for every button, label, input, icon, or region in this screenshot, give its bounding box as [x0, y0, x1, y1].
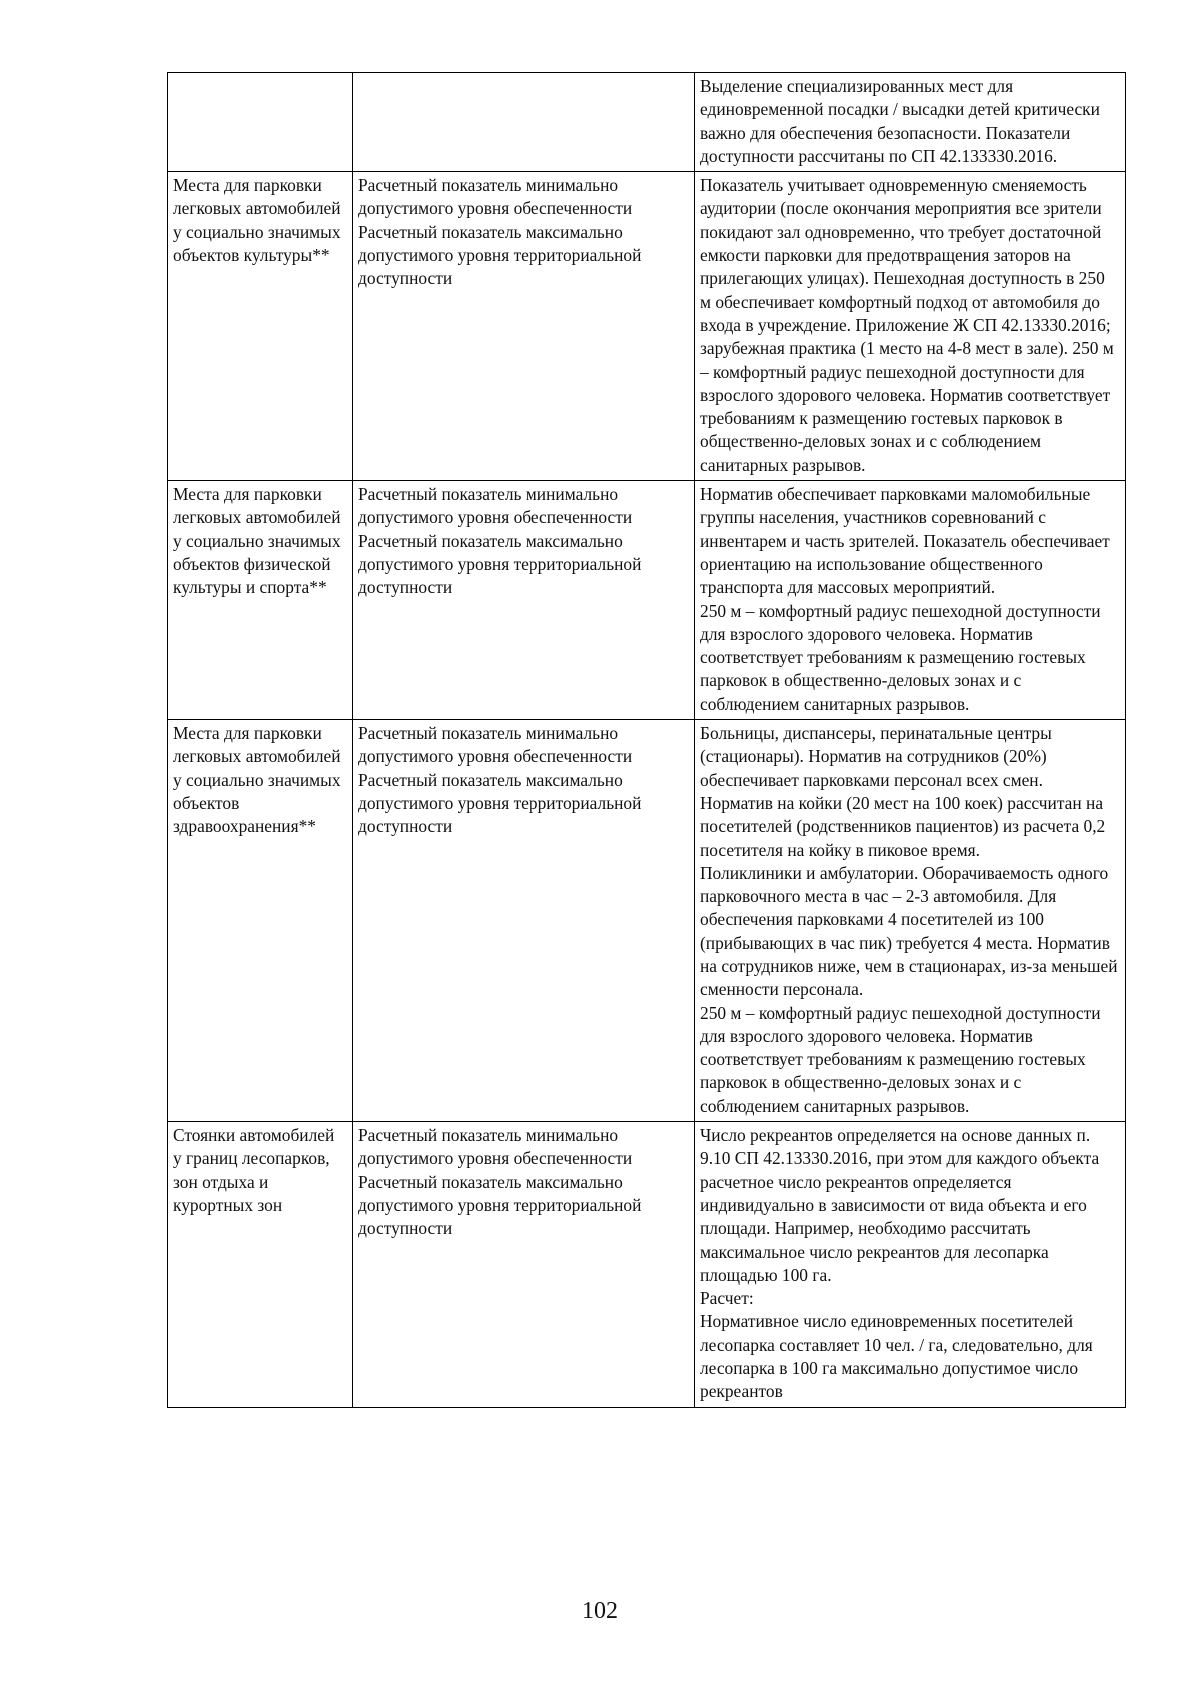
rationale-cell — [695, 1122, 1126, 1408]
table-row — [168, 172, 1126, 481]
rationale-paragraph: 250 м – комфортный радиус пешеходной доступности для взрослого здорового человека. Норматив соответствует требованиям к размещению гостевых парковок в общественно-деловых зонах и с соблюдением санитарных разрывов. — [700, 600, 1101, 714]
indicator-cell: Расчетный показатель минимально допустимого уровня обеспеченности Расчетный показатель максимально допустимого уровня территориальной доступности — [353, 720, 695, 1122]
rationale-paragraph: Показатель учитывает одновременную сменяемость аудитории (после окончания мероприятия все зрители покидают зал одновременно, что требует достаточной емкости парковки для предотвращения заторов на прилегающих улицах). Пешеходная доступность в 250 м обеспечивает комфортный подход от автомобиля до входа в учреждение. Приложение Ж СП 42.13330.2016; зарубежная практика (1 место на 4-8 мест в зале). 250 м – комфортный радиус пешеходной доступности для взрослого здорового человека. Норматив соответствует требованиям к размещению гостевых парковок в общественно-деловых зонах и с соблюдением санитарных разрывов. — [700, 175, 1114, 475]
indicator-cell — [353, 73, 695, 172]
rationale-paragraph: Больницы, диспансеры, перинатальные центры (стационары). Норматив на сотрудников (20%) обеспечивает парковками персонал всех смен. Норматив на койки (20 мест на 100 коек) рассчитан на посетителей (родственников пациентов) из расчета 0,2 посетителя на койку в пиковое время. — [700, 723, 1106, 860]
rationale-cell — [695, 720, 1126, 1122]
object-name-cell — [168, 73, 353, 172]
table-row — [168, 481, 1126, 720]
rationale-paragraph: Нормативное число единовременных посетителей лесопарка составляет 10 чел. / га, следовательно, для лесопарка в 100 га максимально допустимое число рекреантов — [700, 1311, 1093, 1402]
rationale-cell — [695, 481, 1126, 720]
object-name-cell: Места для парковки легковых автомобилей у социально значимых объектов физической культуры и спорта** — [168, 481, 353, 720]
page-number: 102 — [582, 1598, 618, 1624]
table-row — [168, 1122, 1126, 1408]
norms-table — [167, 72, 1126, 1408]
table-row — [168, 73, 1126, 172]
rationale-paragraph: Выделение специализированных мест для единовременной посадки / высадки детей критически важно для обеспечения безопасности. Показатели доступности рассчитаны по СП 42.133330.2016. — [700, 76, 1100, 166]
table-row — [168, 720, 1126, 1122]
object-name-cell: Места для парковки легковых автомобилей у социально значимых объектов культуры** — [168, 172, 353, 481]
rationale-cell — [695, 73, 1126, 172]
rationale-paragraph: Расчет: — [700, 1288, 754, 1309]
indicator-cell: Расчетный показатель минимально допустимого уровня обеспеченности Расчетный показатель максимально допустимого уровня территориальной доступности — [353, 172, 695, 481]
rationale-paragraph: Поликлиники и амбулатории. Оборачиваемость одного парковочного места в час – 2-3 автомобиля. Для обеспечения парковками 4 посетителей из 100 (прибывающих в час пик) требуется 4 места. Норматив на сотрудников ниже, чем в стационарах, из-за меньшей сменности персонала. — [700, 862, 1118, 1000]
indicator-cell: Расчетный показатель минимально допустимого уровня обеспеченности Расчетный показатель максимально допустимого уровня территориальной доступности — [353, 1122, 695, 1408]
object-name-cell: Стоянки автомобилей у границ лесопарков, зон отдыха и курортных зон — [168, 1122, 353, 1408]
indicator-cell: Расчетный показатель минимально допустимого уровня обеспеченности Расчетный показатель максимально допустимого уровня территориальной доступности — [353, 481, 695, 720]
object-name-cell: Места для парковки легковых автомобилей у социально значимых объектов здравоохранения** — [168, 720, 353, 1122]
rationale-cell — [695, 172, 1126, 481]
rationale-paragraph: Число рекреантов определяется на основе данных п. 9.10 СП 42.13330.2016, при этом для каждого объекта расчетное число рекреантов определяется индивидуально в зависимости от вида объекта и его площади. Например, необходимо рассчитать максимальное число рекреантов для лесопарка площадью 100 га. — [700, 1125, 1100, 1285]
rationale-paragraph: 250 м – комфортный радиус пешеходной доступности для взрослого здорового человека. Норматив соответствует требованиям к размещению гостевых парковок в общественно-деловых зонах и с соблюдением санитарных разрывов. — [700, 1002, 1101, 1116]
rationale-paragraph: Норматив обеспечивает парковками маломобильные группы населения, участников соревнований с инвентарем и часть зрителей. Показатель обеспечивает ориентацию на использование общественного транспорта для массовых мероприятий. — [700, 484, 1110, 598]
